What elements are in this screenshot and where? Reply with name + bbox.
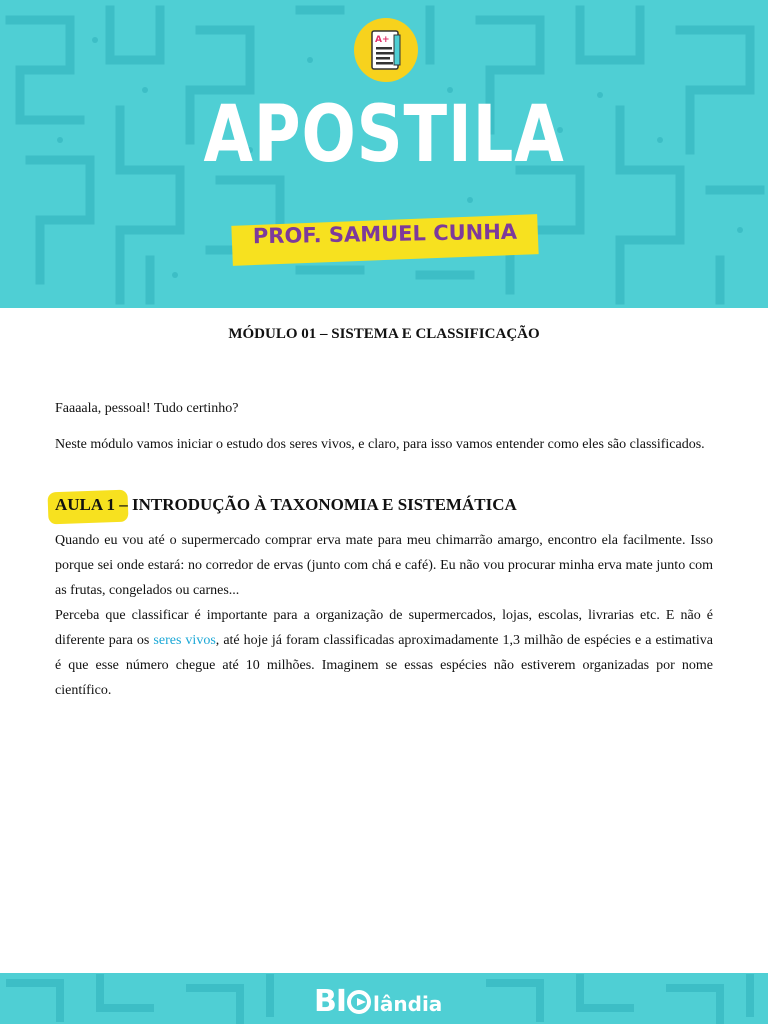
document-grade-icon [354,18,418,82]
author-name: PROF. SAMUEL CUNHA [252,219,518,249]
module-title: MÓDULO 01 – SISTEMA E CLASSIFICAÇÃO [228,326,540,342]
paragraph-2-text-end: , até hoje já foram classificadas aproximadamente 1,3 milhão de espécies e a estimativa é que esse número chegue até 10 milhões. Imaginem se essas espécies não estiverem organizadas por nome científico. [55,633,713,698]
header-banner [0,0,768,308]
biolandia-logo [314,984,442,1018]
lesson-paragraph-2 [55,603,713,703]
play-icon [347,990,371,1014]
logo-suffix: lândia [373,992,443,1016]
lesson-title: – INTRODUÇÃO À TAXONOMIA E SISTEMÁTICA [114,495,517,514]
seres-vivos-link[interactable]: seres vivos [153,633,216,648]
greeting-paragraph: Faaaala, pessoal! Tudo certinho? [55,401,239,416]
logo-prefix: BI [314,984,347,1019]
intro-paragraph: Neste módulo vamos iniciar o estudo dos seres vivos, e claro, para isso vamos entender como eles são classificados. [55,437,705,452]
lesson-tag: AULA 1 [55,495,115,514]
svg-text:A+: A+ [375,35,390,45]
lesson-heading [55,495,713,515]
lesson-paragraph-1: Quando eu vou até o supermercado comprar erva mate para meu chimarrão amargo, encontro ela facilmente. Isso porque sei onde estará: no corredor de ervas (junto com chá e café). Eu não vou procurar minha erva mate junto com as frutas, congelados ou carnes... [55,533,713,598]
paragraph-2-text-start: Perceba que classificar é importante para a organização de supermercados, lojas, escolas, livrarias etc. E não é diferente para os [55,608,713,648]
footer-banner [0,973,768,1024]
page-title: APOSTILA [203,90,565,180]
